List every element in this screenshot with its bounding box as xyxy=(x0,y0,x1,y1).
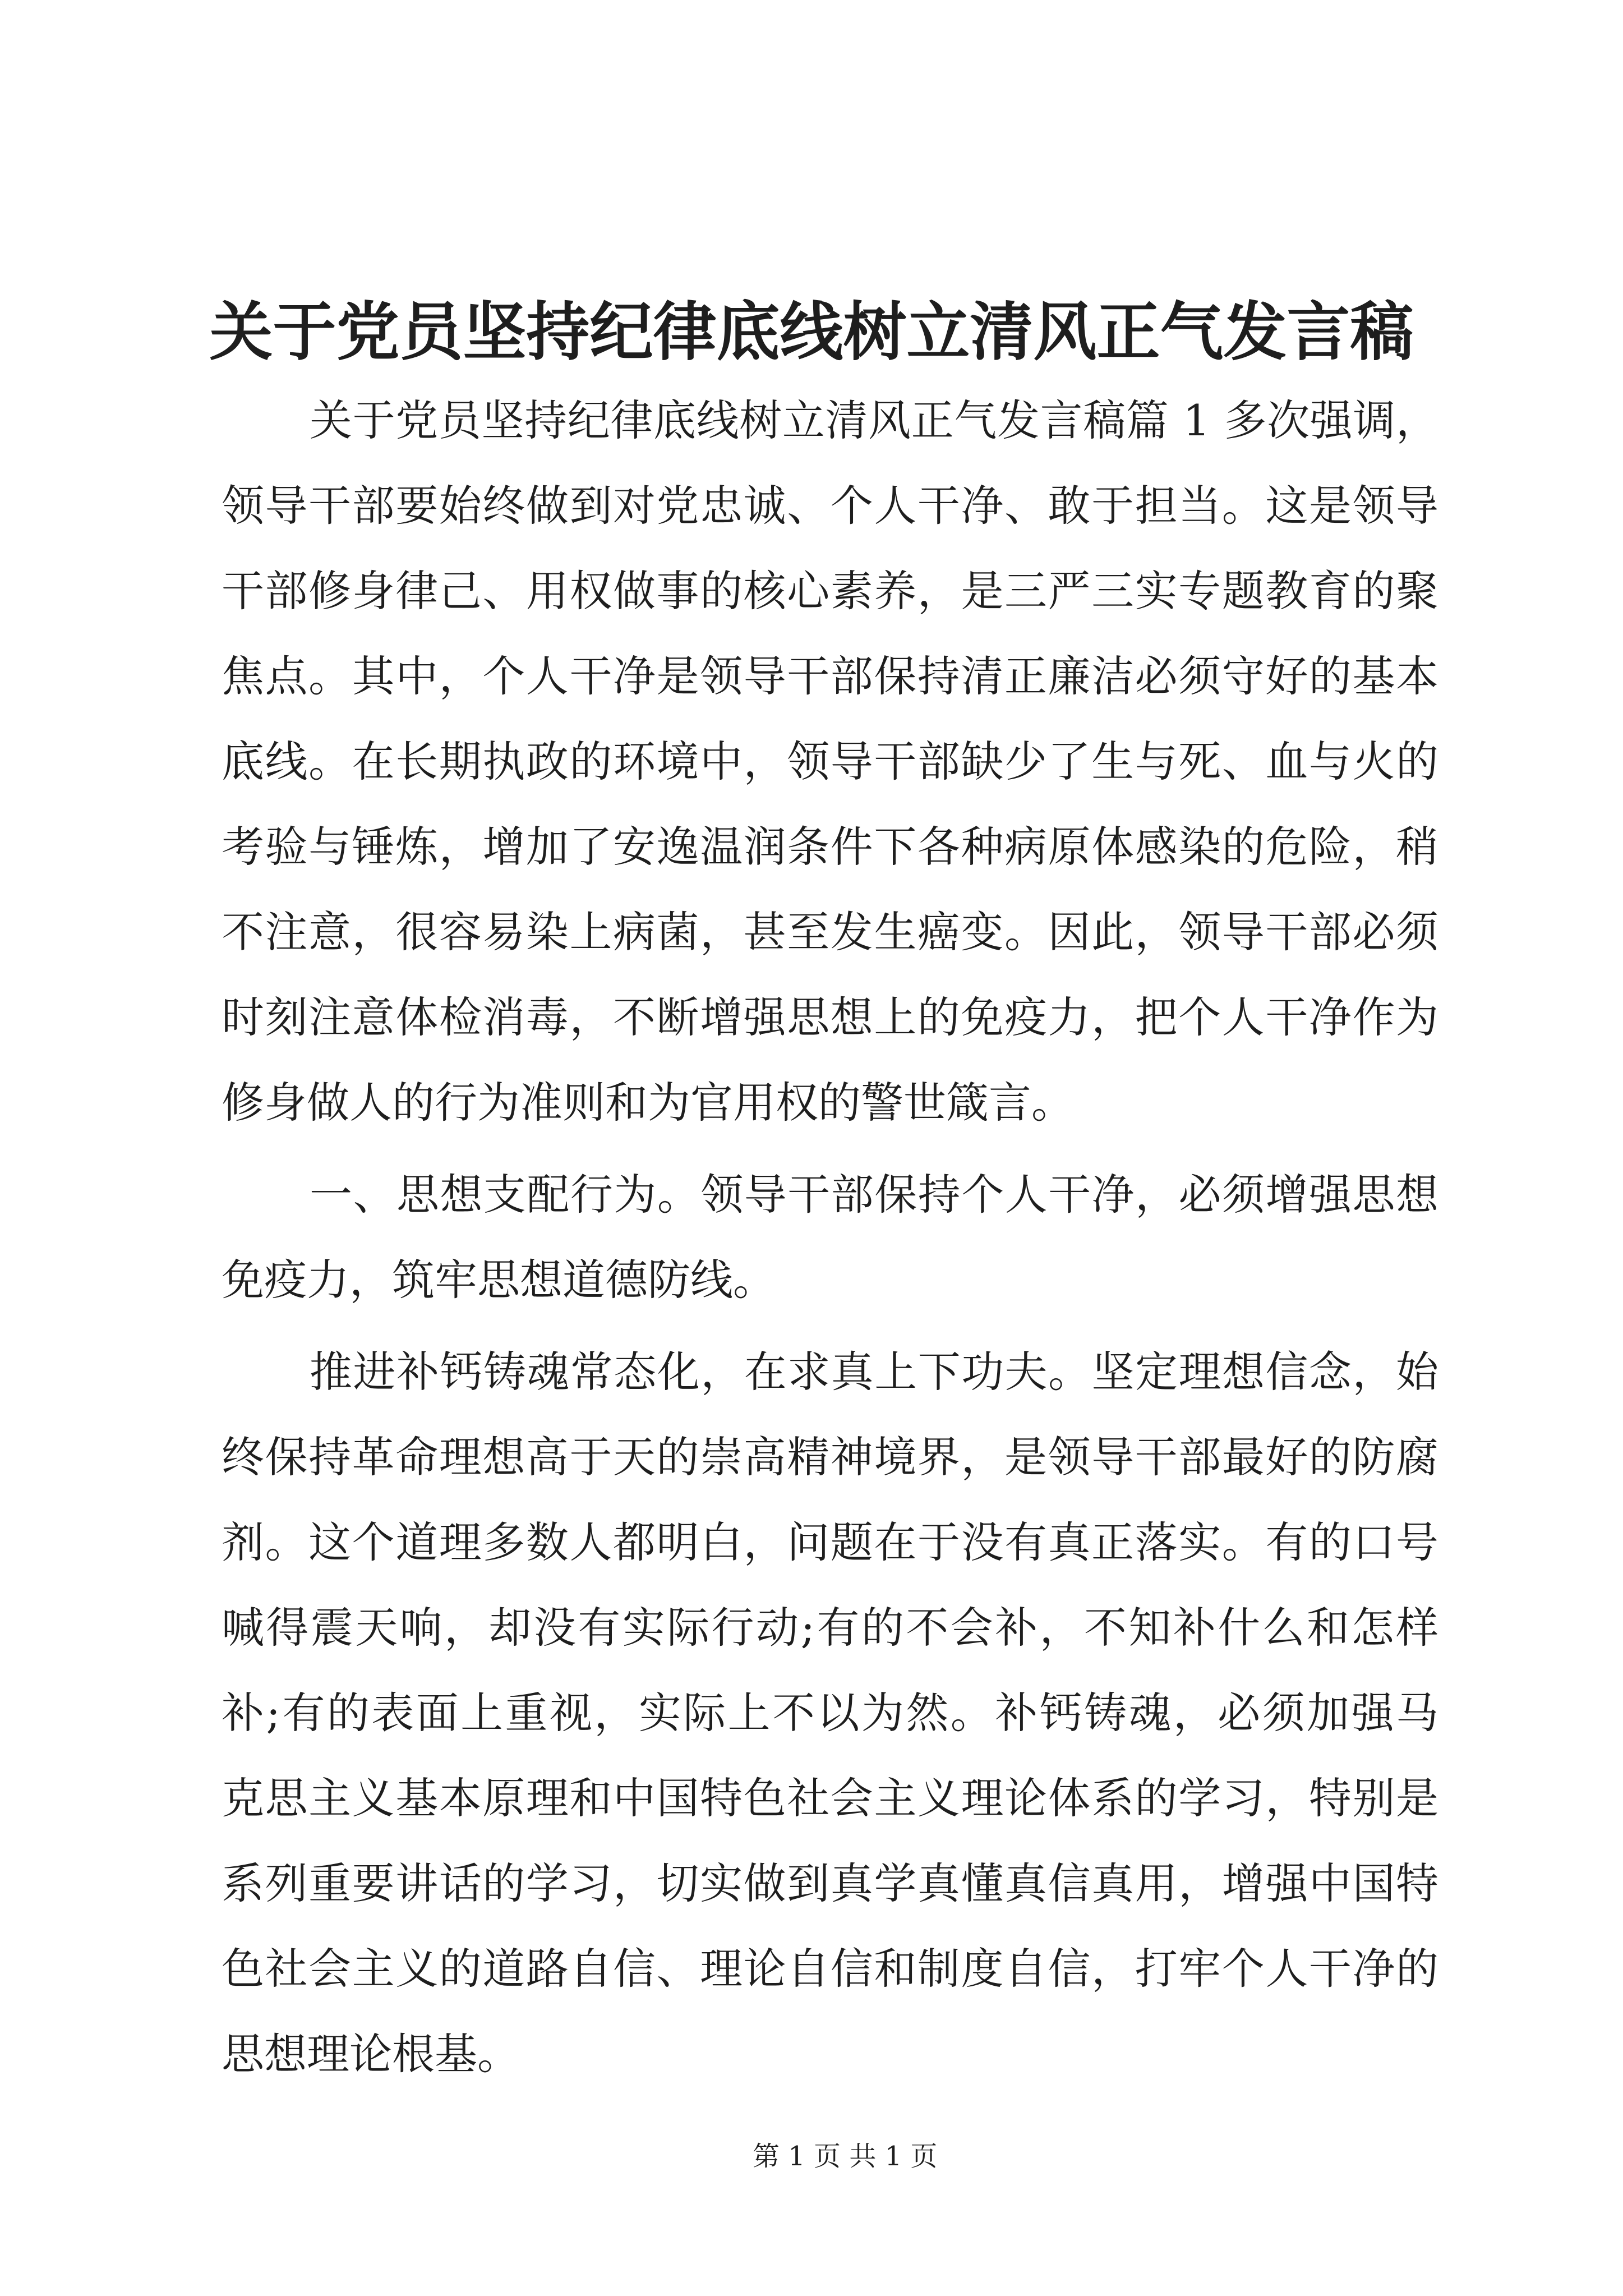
text-line: 领导干部要始终做到对党忠诚、个人干净、敢于担当。这是领导 xyxy=(222,481,1438,531)
text-line: 底线。在长期执政的环境中，领导干部缺少了生与死、血与火的 xyxy=(222,737,1438,786)
text-line: 克思主义基本原理和中国特色社会主义理论体系的学习，特别是 xyxy=(222,1773,1438,1823)
paragraph-2 xyxy=(222,1152,1438,1323)
text-line: 焦点。其中，个人干净是领导干部保持清正廉洁必须守好的基本 xyxy=(222,651,1438,701)
text-line: 系列重要讲话的学习，切实做到真学真懂真信真用，增强中国特 xyxy=(222,1858,1438,1908)
text-line: 干部修身律己、用权做事的核心素养，是三严三实专题教育的聚 xyxy=(222,566,1438,616)
text-line: 补;有的表面上重视，实际上不以为然。补钙铸魂，必须加强马 xyxy=(222,1688,1438,1738)
page-number-footer: 第 1 页 共 1 页 xyxy=(753,2141,938,2172)
text-line: 喊得震天响，却没有实际行动;有的不会补，不知补什么和怎样 xyxy=(222,1603,1438,1653)
text-line: 免疫力，筑牢思想道德防线。 xyxy=(222,1255,776,1305)
document-body xyxy=(222,378,1438,2097)
text-line: 色社会主义的道路自信、理论自信和制度自信，打牢个人干净的 xyxy=(222,1944,1438,1994)
text-line: 思想理论根基。 xyxy=(222,2029,520,2079)
text-line: 考验与锤炼，增加了安逸温润条件下各种病原体感染的危险，稍 xyxy=(222,822,1438,872)
text-line: 一、思想支配行为。领导干部保持个人干净，必须增强思想 xyxy=(310,1170,1438,1220)
text-line: 剂。这个道理多数人都明白，问题在于没有真正落实。有的口号 xyxy=(222,1517,1438,1567)
paragraph-1 xyxy=(222,378,1438,1145)
text-line: 时刻注意体检消毒，不断增强思想上的免疫力，把个人干净作为 xyxy=(222,992,1438,1042)
text-line: 终保持革命理想高于天的崇高精神境界，是领导干部最好的防腐 xyxy=(222,1432,1438,1482)
text-line: 推进补钙铸魂常态化，在求真上下功夫。坚定理想信念，始 xyxy=(310,1347,1438,1397)
document-title: 关于党员坚持纪律底线树立清风正气发言稿 xyxy=(209,295,1414,369)
text-line: 不注意，很容易染上病菌，甚至发生癌变。因此，领导干部必须 xyxy=(222,907,1438,957)
text-line: 修身做人的行为准则和为官用权的警世箴言。 xyxy=(222,1078,1074,1128)
text-line: 关于党员坚持纪律底线树立清风正气发言稿篇 1 多次强调， xyxy=(310,395,1438,445)
paragraph-3 xyxy=(222,1329,1438,2097)
